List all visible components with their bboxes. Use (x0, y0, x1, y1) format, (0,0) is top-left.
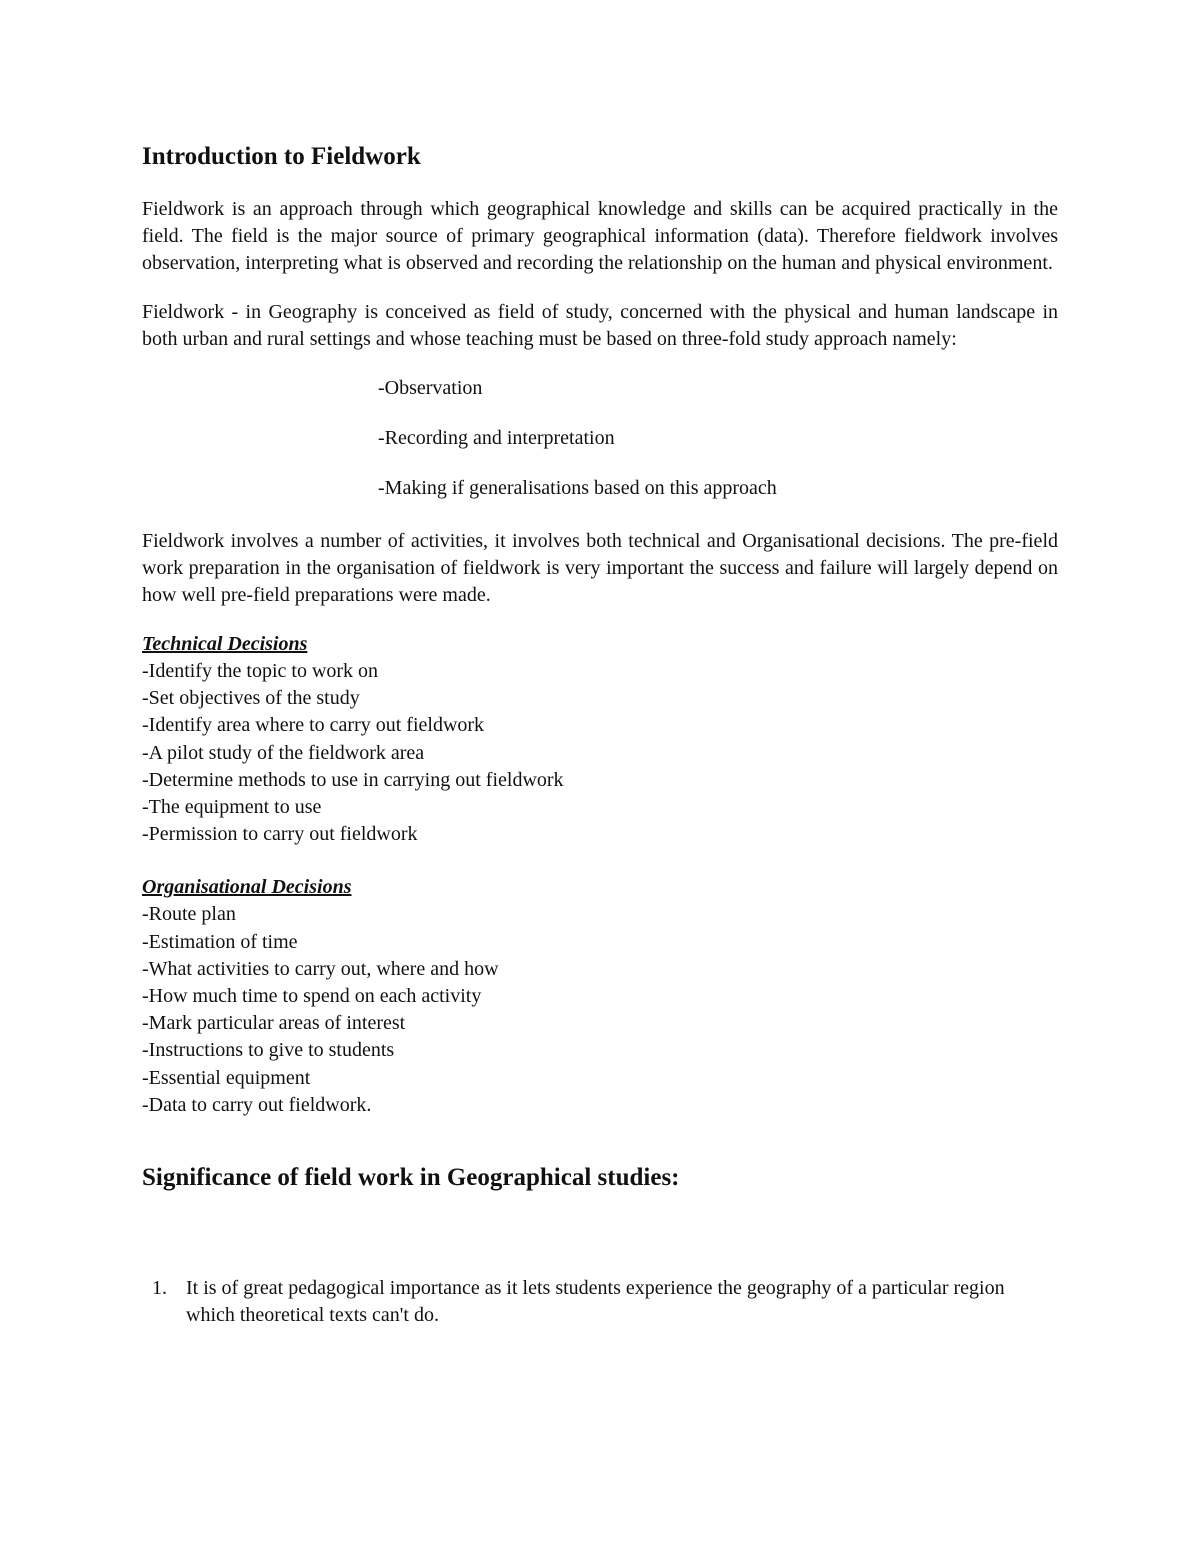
approach-item: -Observation (378, 377, 483, 399)
page-title: Introduction to Fieldwork (142, 143, 421, 170)
list-item: -Instructions to give to students (142, 1039, 395, 1062)
intro-paragraph: Fieldwork is an approach through which geographical knowledge and skills can be acquired practically in the field. The field is the major source of primary geographical information (data). Therefore fieldwork involves observation, interpreting what is observed and recording the relationship on the human and physical environment. (142, 198, 1058, 274)
significance-heading: Significance of field work in Geographical studies: (142, 1164, 680, 1192)
list-item: -Estimation of time (142, 930, 298, 953)
list-item: -Route plan (142, 903, 236, 926)
organisational-decisions-heading: Organisational Decisions (142, 876, 352, 899)
list-item: -A pilot study of the fieldwork area (142, 741, 425, 764)
list-item: -Permission to carry out fieldwork (142, 823, 418, 846)
definition-paragraph: Fieldwork - in Geography is conceived as field of study, concerned with the physical and human landscape in both urban and rural settings and whose teaching must be based on three-fold study approach namely: (142, 301, 1058, 350)
technical-decisions-list (142, 658, 1058, 848)
list-item: -Determine methods to use in carrying out fieldwork (142, 768, 564, 791)
document-page (142, 140, 1058, 1329)
point-text: It is of great pedagogical importance as it lets students experience the geography of a particular region which theoretical texts can't do. (186, 1277, 1005, 1327)
significance-point (142, 1275, 1058, 1329)
list-item: -Data to carry out fieldwork. (142, 1093, 372, 1116)
list-item: -Essential equipment (142, 1066, 311, 1089)
significance-list (142, 1275, 1058, 1329)
list-item: -The equipment to use (142, 796, 322, 819)
list-item: -Identify area where to carry out fieldwork (142, 714, 485, 737)
technical-decisions-heading: Technical Decisions (142, 633, 308, 655)
organisational-decisions-list (142, 901, 1058, 1119)
approach-item: -Making if generalisations based on this approach (378, 477, 777, 499)
list-item: -How much time to spend on each activity (142, 985, 482, 1008)
list-item: -Identify the topic to work on (142, 660, 379, 682)
approach-list (378, 375, 1058, 502)
list-item: -Set objectives of the study (142, 687, 360, 710)
point-number: 1. (152, 1277, 167, 1300)
list-item: -What activities to carry out, where and how (142, 957, 499, 980)
approach-item: -Recording and interpretation (378, 427, 615, 449)
list-item: -Mark particular areas of interest (142, 1012, 406, 1035)
activities-paragraph: Fieldwork involves a number of activities, it involves both technical and Organisational decisions. The pre-field work preparation in the organisation of fieldwork is very important the success and failure will largely depend on how well pre-field preparations were made. (142, 530, 1058, 606)
